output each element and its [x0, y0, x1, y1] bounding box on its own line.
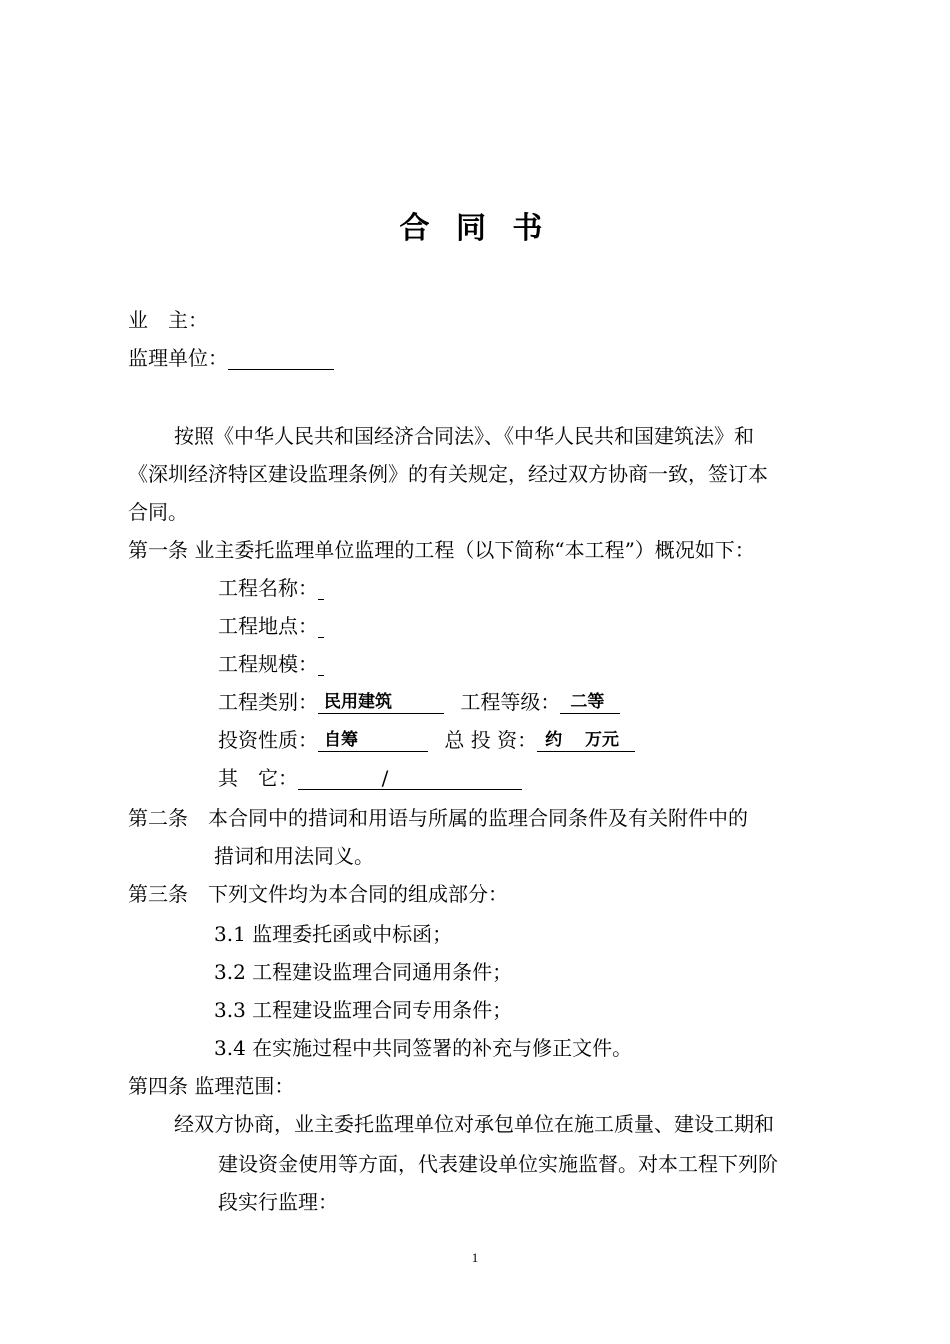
total-investment-label: 总 投 资： [444, 728, 538, 752]
intro-line-3: 合同。 [128, 500, 188, 524]
other-value: / [298, 767, 522, 790]
project-category-label: 工程类别： [218, 690, 318, 714]
article-3-item-3: 3.3 工程建设监理合同专用条件； [214, 998, 513, 1022]
project-category-line [218, 690, 620, 714]
article-4-heading: 第四条 监理范围： [128, 1074, 295, 1098]
owner-label: 业 主： [128, 308, 208, 332]
other-line [218, 766, 522, 790]
supervisor-label: 监理单位： [128, 346, 228, 370]
project-scale-blank [318, 653, 324, 676]
article-3-heading: 第三条 下列文件均为本合同的组成部分： [128, 882, 508, 906]
project-name-line [218, 576, 324, 600]
owner-line [128, 308, 208, 332]
supervisor-blank [228, 347, 334, 370]
article-2-line-1: 第二条 本合同中的措词和用语与所属的监理合同条件及有关附件中的 [128, 806, 748, 830]
project-scale-line [218, 652, 324, 676]
project-location-blank [318, 615, 324, 638]
project-grade-value: 二等 [560, 691, 620, 714]
intro-line-2: 《深圳经济特区建设监理条例》的有关规定，经过双方协商一致，签订本 [128, 462, 768, 486]
project-category-value: 民用建筑 [318, 691, 444, 714]
other-label: 其 它： [218, 766, 298, 790]
project-grade-label: 工程等级： [460, 690, 561, 714]
intro-line-1: 按照《中华人民共和国经济合同法》、《中华人民共和国建筑法》和 [174, 424, 754, 448]
article-3-item-2: 3.2 工程建设监理合同通用条件； [214, 960, 513, 984]
document-title: 合 同 书 [399, 211, 551, 246]
article-2-line-2: 措词和用法同义。 [214, 844, 374, 868]
investment-nature-label: 投资性质： [218, 728, 318, 752]
project-name-label: 工程名称： [218, 576, 318, 600]
page-number: 1 [471, 1250, 479, 1265]
article-3-item-1: 3.1 监理委托函或中标函； [214, 922, 453, 946]
project-name-blank [318, 577, 324, 600]
article-1-heading: 第一条 业主委托监理单位监理的工程（以下简称“本工程”）概况如下： [128, 538, 755, 562]
article-4-line-3: 段实行监理： [218, 1190, 338, 1214]
project-scale-label: 工程规模： [218, 652, 318, 676]
project-location-line [218, 614, 324, 638]
article-4-line-1: 经双方协商，业主委托监理单位对承包单位在施工质量、建设工期和 [174, 1112, 774, 1136]
investment-nature-value: 自筹 [318, 729, 428, 752]
total-investment-value: 约 万元 [537, 729, 635, 752]
supervisor-line [128, 346, 334, 370]
article-4-line-2: 建设资金使用等方面，代表建设单位实施监督。对本工程下列阶 [218, 1152, 778, 1176]
article-3-item-4: 3.4 在实施过程中共同签署的补充与修正文件。 [214, 1036, 633, 1060]
investment-line [218, 728, 635, 752]
project-location-label: 工程地点： [218, 614, 318, 638]
